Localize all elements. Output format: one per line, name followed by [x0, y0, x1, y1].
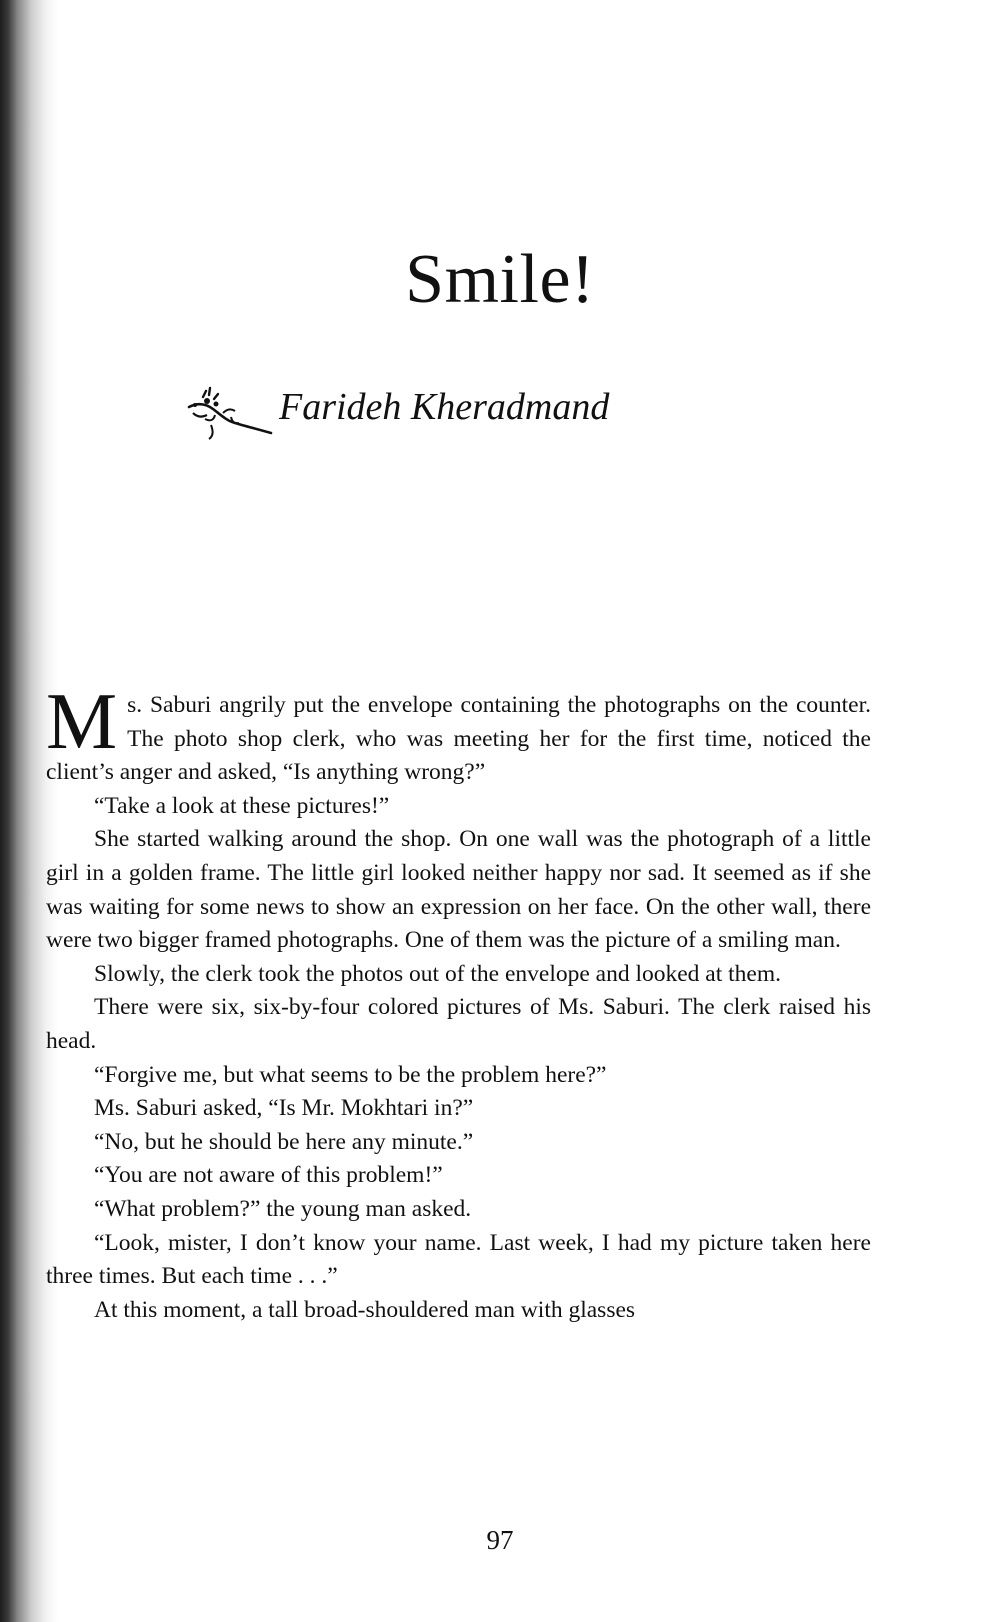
paragraph-7: Ms. Saburi asked, “Is Mr. Mokhtari in?” [94, 1095, 474, 1122]
paragraph-4: Slowly, the clerk took the photos out of the envelope and looked at them. [94, 960, 782, 987]
paragraph-3: She started walking around the shop. On one wall was the photograph of a little girl in a golden frame. The little girl looked neither happy nor sad. It seemed as if she was waiting for some news to show an expression on her face. On the other wall, there were two bigger framed photographs. One of them was the picture of a smiling man. [46, 826, 871, 954]
byline [183, 385, 609, 445]
paragraph-text: s. Saburi angrily put the envelope containing the photographs on the counter. The photo shop clerk, who was meeting her for the first time, noticed the client’s anger and asked, “Is anything wrong?” [46, 692, 871, 786]
paragraph-11: “Look, mister, I don’t know your name. Last week, I had my picture taken here three times. But each time . . .” [46, 1229, 871, 1290]
paragraph-10: “What problem?” the young man asked. [94, 1195, 472, 1222]
paragraph-12: At this moment, a tall broad-shouldered man with glasses [94, 1296, 636, 1323]
author-name: Farideh Kheradmand [279, 386, 610, 428]
paragraph-2: “Take a look at these pictures!” [94, 792, 390, 819]
paragraph-8: “No, but he should be here any minute.” [94, 1128, 474, 1155]
paragraph-6: “Forgive me, but what seems to be the problem here?” [94, 1061, 607, 1088]
page-number: 97 [486, 1525, 514, 1555]
paragraph-1 [46, 678, 871, 790]
body-text [46, 678, 871, 1327]
paragraph-9: “You are not aware of this problem!” [94, 1162, 443, 1189]
paragraph-5: There were six, six-by-four colored pictures of Ms. Saburi. The clerk raised his head. [46, 994, 871, 1054]
floral-vine-icon [183, 383, 275, 441]
story-title: Smile! [405, 241, 595, 318]
drop-cap: M [46, 678, 118, 766]
